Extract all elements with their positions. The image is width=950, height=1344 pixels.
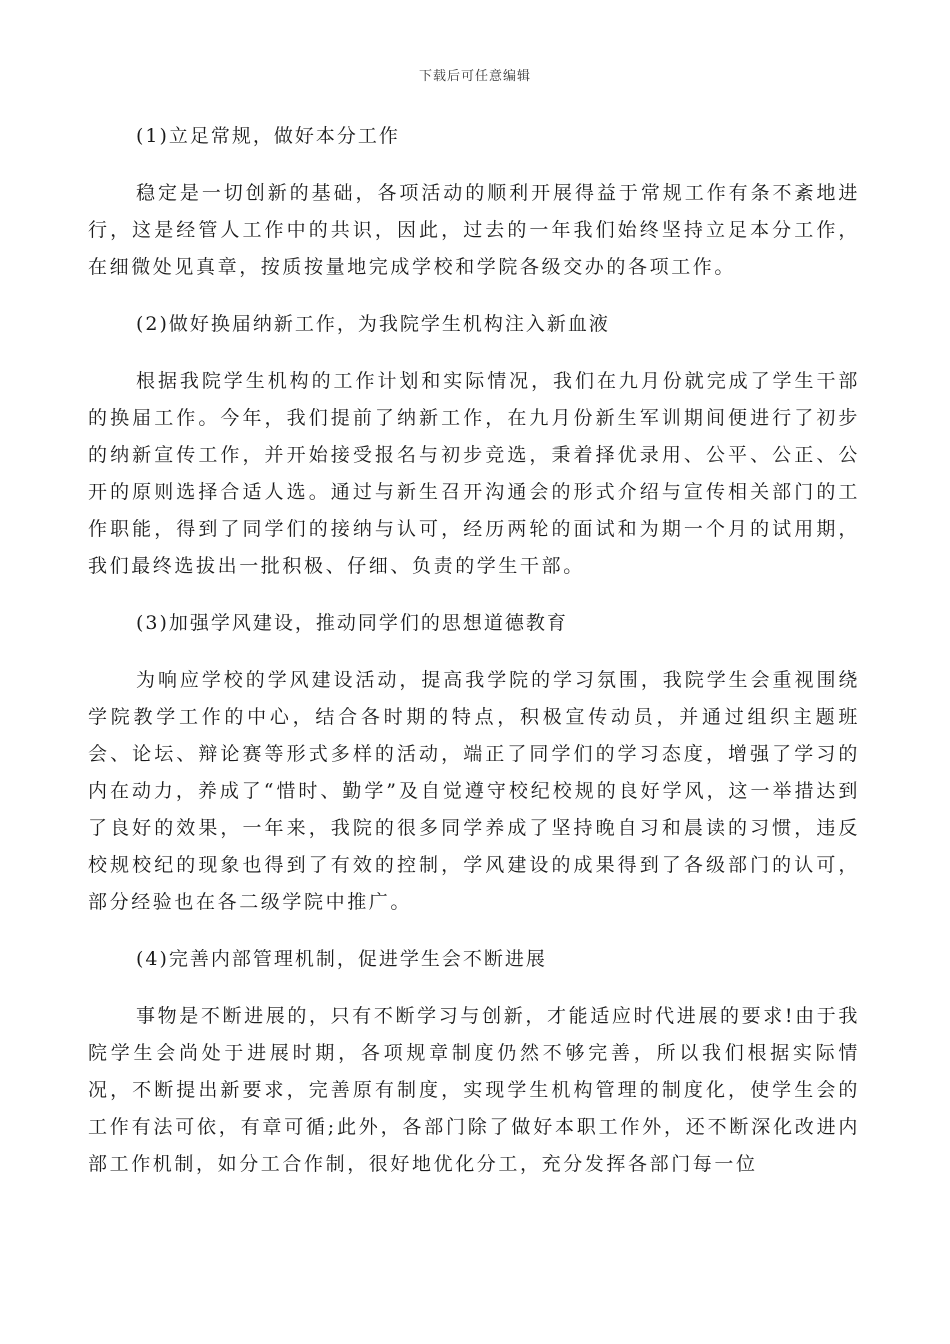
header-note: 下载后可任意编辑 <box>418 69 531 84</box>
document-body <box>88 118 860 1203</box>
section-3-heading: (3)加强学风建设，推动同学们的思想道德教育 <box>136 612 568 634</box>
section-4-paragraph: 事物是不断进展的，只有不断学习与创新，才能适应时代进展的要求!由于我院学生会尚处于进展时期，各项规章制度仍然不够完善，所以我们根据实际情况，不断提出新要求，完善原有制度，实现学生机构管理的制度化，使学生会的工作有法可依，有章可循;此外，各部门除了做好本职工作外，还不断深化改进内部工作机制，如分工合作制，很好地优化分工，充分发挥各部门每一位 <box>88 1005 860 1175</box>
section-3-paragraph: 为响应学校的学风建设活动，提高我学院的学习氛围，我院学生会重视围绕学院教学工作的中心，结合各时期的特点，积极宣传动员，并通过组织主题班会、论坛、辩论赛等形式多样的活动，端正了同学们的学习态度，增强了学习的内在动力，养成了“惜时、勤学”及自觉遵守校纪校规的良好学风，这一举措达到了良好的效果，一年来，我院的很多同学养成了坚持晚自习和晨读的习惯，违反校规校纪的现象也得到了有效的控制，学风建设的成果得到了各级部门的认可，部分经验也在各二级学院中推广。 <box>88 669 860 913</box>
section-1-heading: (1)立足常规，做好本分工作 <box>136 125 400 147</box>
section-1-paragraph: 稳定是一切创新的基础，各项活动的顺利开展得益于常规工作有条不紊地进行，这是经管人工作中的共识，因此，过去的一年我们始终坚持立足本分工作，在细微处见真章，按质按量地完成学校和学院各级交办的各项工作。 <box>88 182 860 278</box>
section-4-heading: (4)完善内部管理机制，促进学生会不断进展 <box>136 948 547 970</box>
section-2-heading: (2)做好换届纳新工作，为我院学生机构注入新血液 <box>136 313 610 335</box>
section-2-paragraph: 根据我院学生机构的工作计划和实际情况，我们在九月份就完成了学生干部的换届工作。今年，我们提前了纳新工作，在九月份新生军训期间便进行了初步的纳新宣传工作，并开始接受报名与初步竞选，秉着择优录用、公平、公正、公开的原则选择合适人选。通过与新生召开沟通会的形式介绍与宣传相关部门的工作职能，得到了同学们的接纳与认可，经历两轮的面试和为期一个月的试用期，我们最终选拔出一批积极、仔细、负责的学生干部。 <box>88 370 860 577</box>
